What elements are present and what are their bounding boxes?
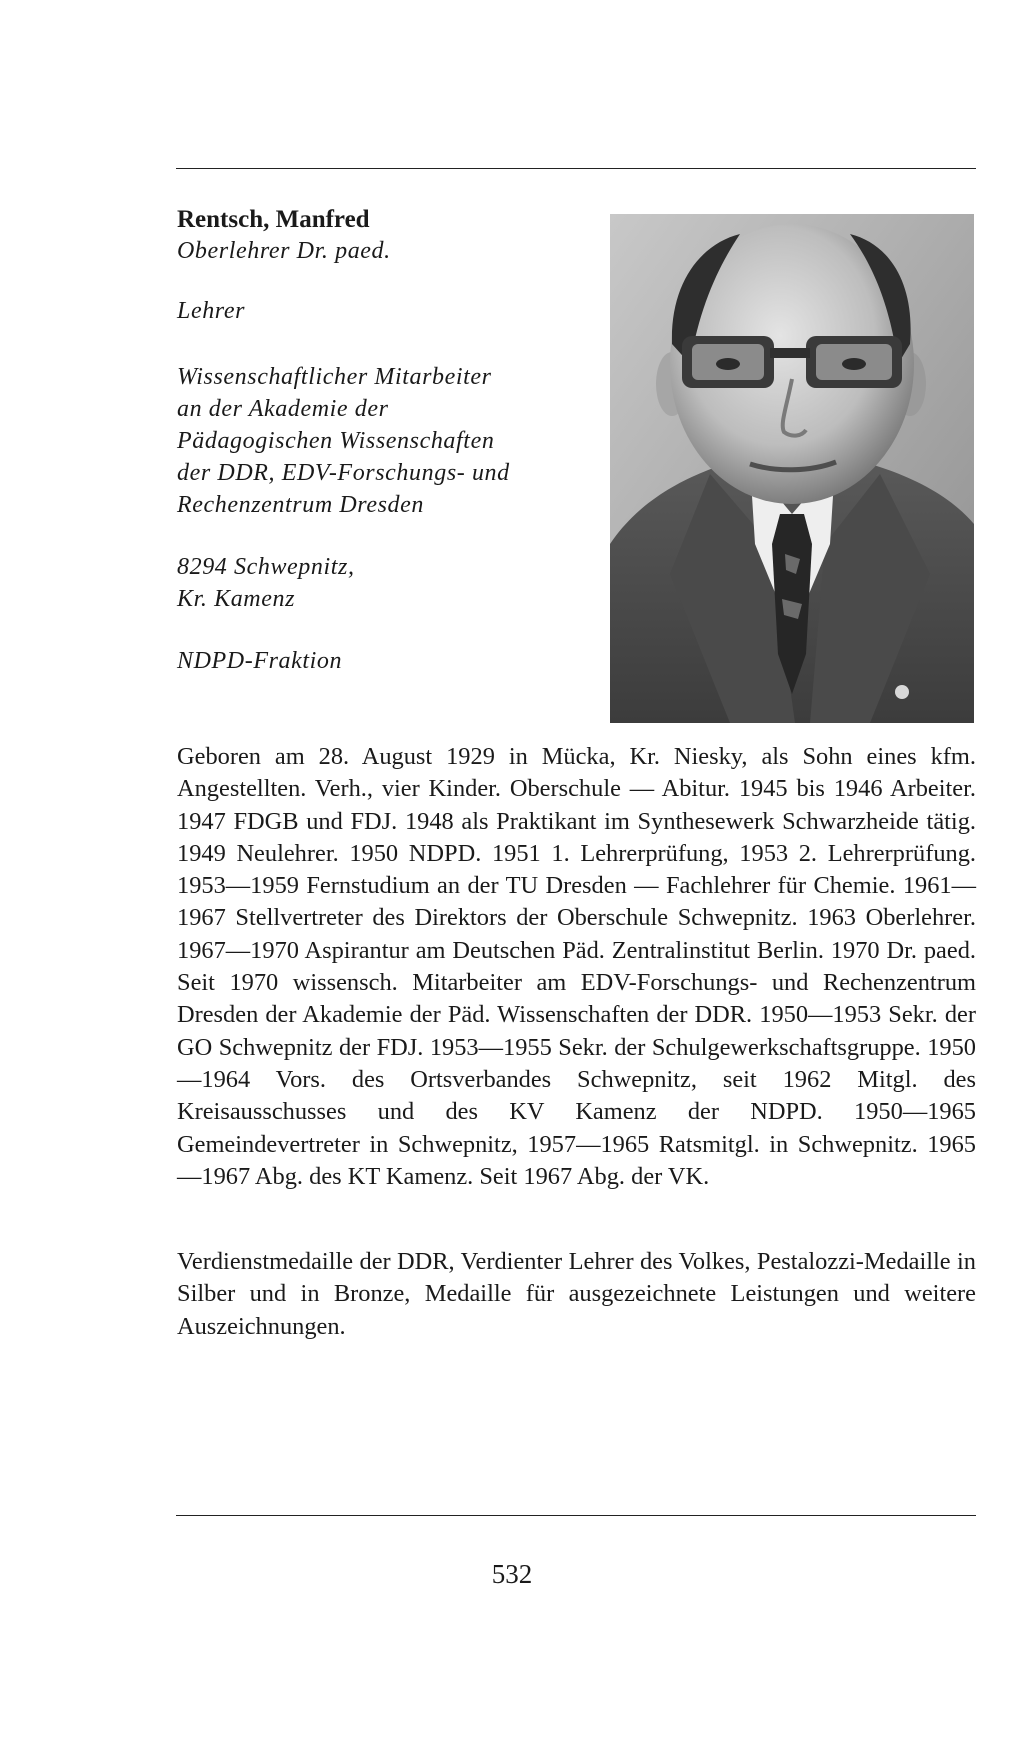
current-position-line: Pädagogischen Wissenschaften [177,428,495,454]
awards-text: Verdienstmedaille der DDR, Verdienter Lehrer des Volkes, Pestalozzi-Medaille in Silber und in Bronze, Medaille für ausgezeichnete Leistungen und weitere Auszeichnungen. [177,1248,976,1340]
top-rule [176,168,976,169]
address [177,551,597,615]
portrait-photo [610,214,974,723]
current-position [177,361,597,521]
parliamentary-fraction: NDPD-Fraktion [177,648,343,674]
bottom-rule [176,1515,976,1516]
previous-profession: Lehrer [177,298,246,324]
entry-header [177,205,597,677]
biography-text: Geboren am 28. August 1929 in Mücka, Kr. Niesky, als Sohn eines kfm. Angestellten. Verh., vier Kinder. Oberschule — Abitur. 1945 bis 1946 Arbeiter. 1947 FDGB und FDJ. 1948 als Praktikant im Synthesewerk Schwarzheide tätig. 1949 Neulehrer. 1950 NDPD. 1951 1. Lehrerprüfung, 1953 2. Lehrerprüfung. 1953—1959 Fernstudium an der TU Dresden — Fachlehrer für Chemie. 1961—1967 Stellvertreter des Direktors der Oberschule Schwepnitz. 1963 Oberlehrer. 1967—1970 Aspirantur am Deutschen Päd. Zentralinstitut Berlin. 1970 Dr. paed. Seit 1970 wissensch. Mitarbeiter am EDV-Forschungs- und Rechenzentrum Dresden der Akademie der Päd. Wissenschaften der DDR. 1950—1953 Sekr. der GO Schwepnitz der FDJ. 1953—1955 Sekr. der Schulgewerkschaftsgruppe. 1950—1964 Vors. des Ortsverbandes Schwepnitz, seit 1962 Mitgl. des Kreisausschusses und des KV Kamenz der NDPD. 1950—1965 Gemeindevertreter in Schwepnitz, 1957—1965 Ratsmitgl. in Schwepnitz. 1965—1967 Abg. des KT Kamenz. Seit 1967 Abg. der VK. [177,743,976,1190]
address-line: 8294 Schwepnitz, [177,554,355,580]
current-position-line: Rechenzentrum Dresden [177,492,424,518]
current-position-line: an der Akademie der [177,396,389,422]
person-name: Rentsch, Manfred [177,206,370,233]
address-line: Kr. Kamenz [177,586,296,612]
current-position-line: der DDR, EDV-Forschungs- und [177,460,510,486]
person-title: Oberlehrer Dr. paed. [177,238,391,264]
current-position-line: Wissenschaftlicher Mitarbeiter [177,364,492,390]
page-number: 532 [491,1559,533,1589]
